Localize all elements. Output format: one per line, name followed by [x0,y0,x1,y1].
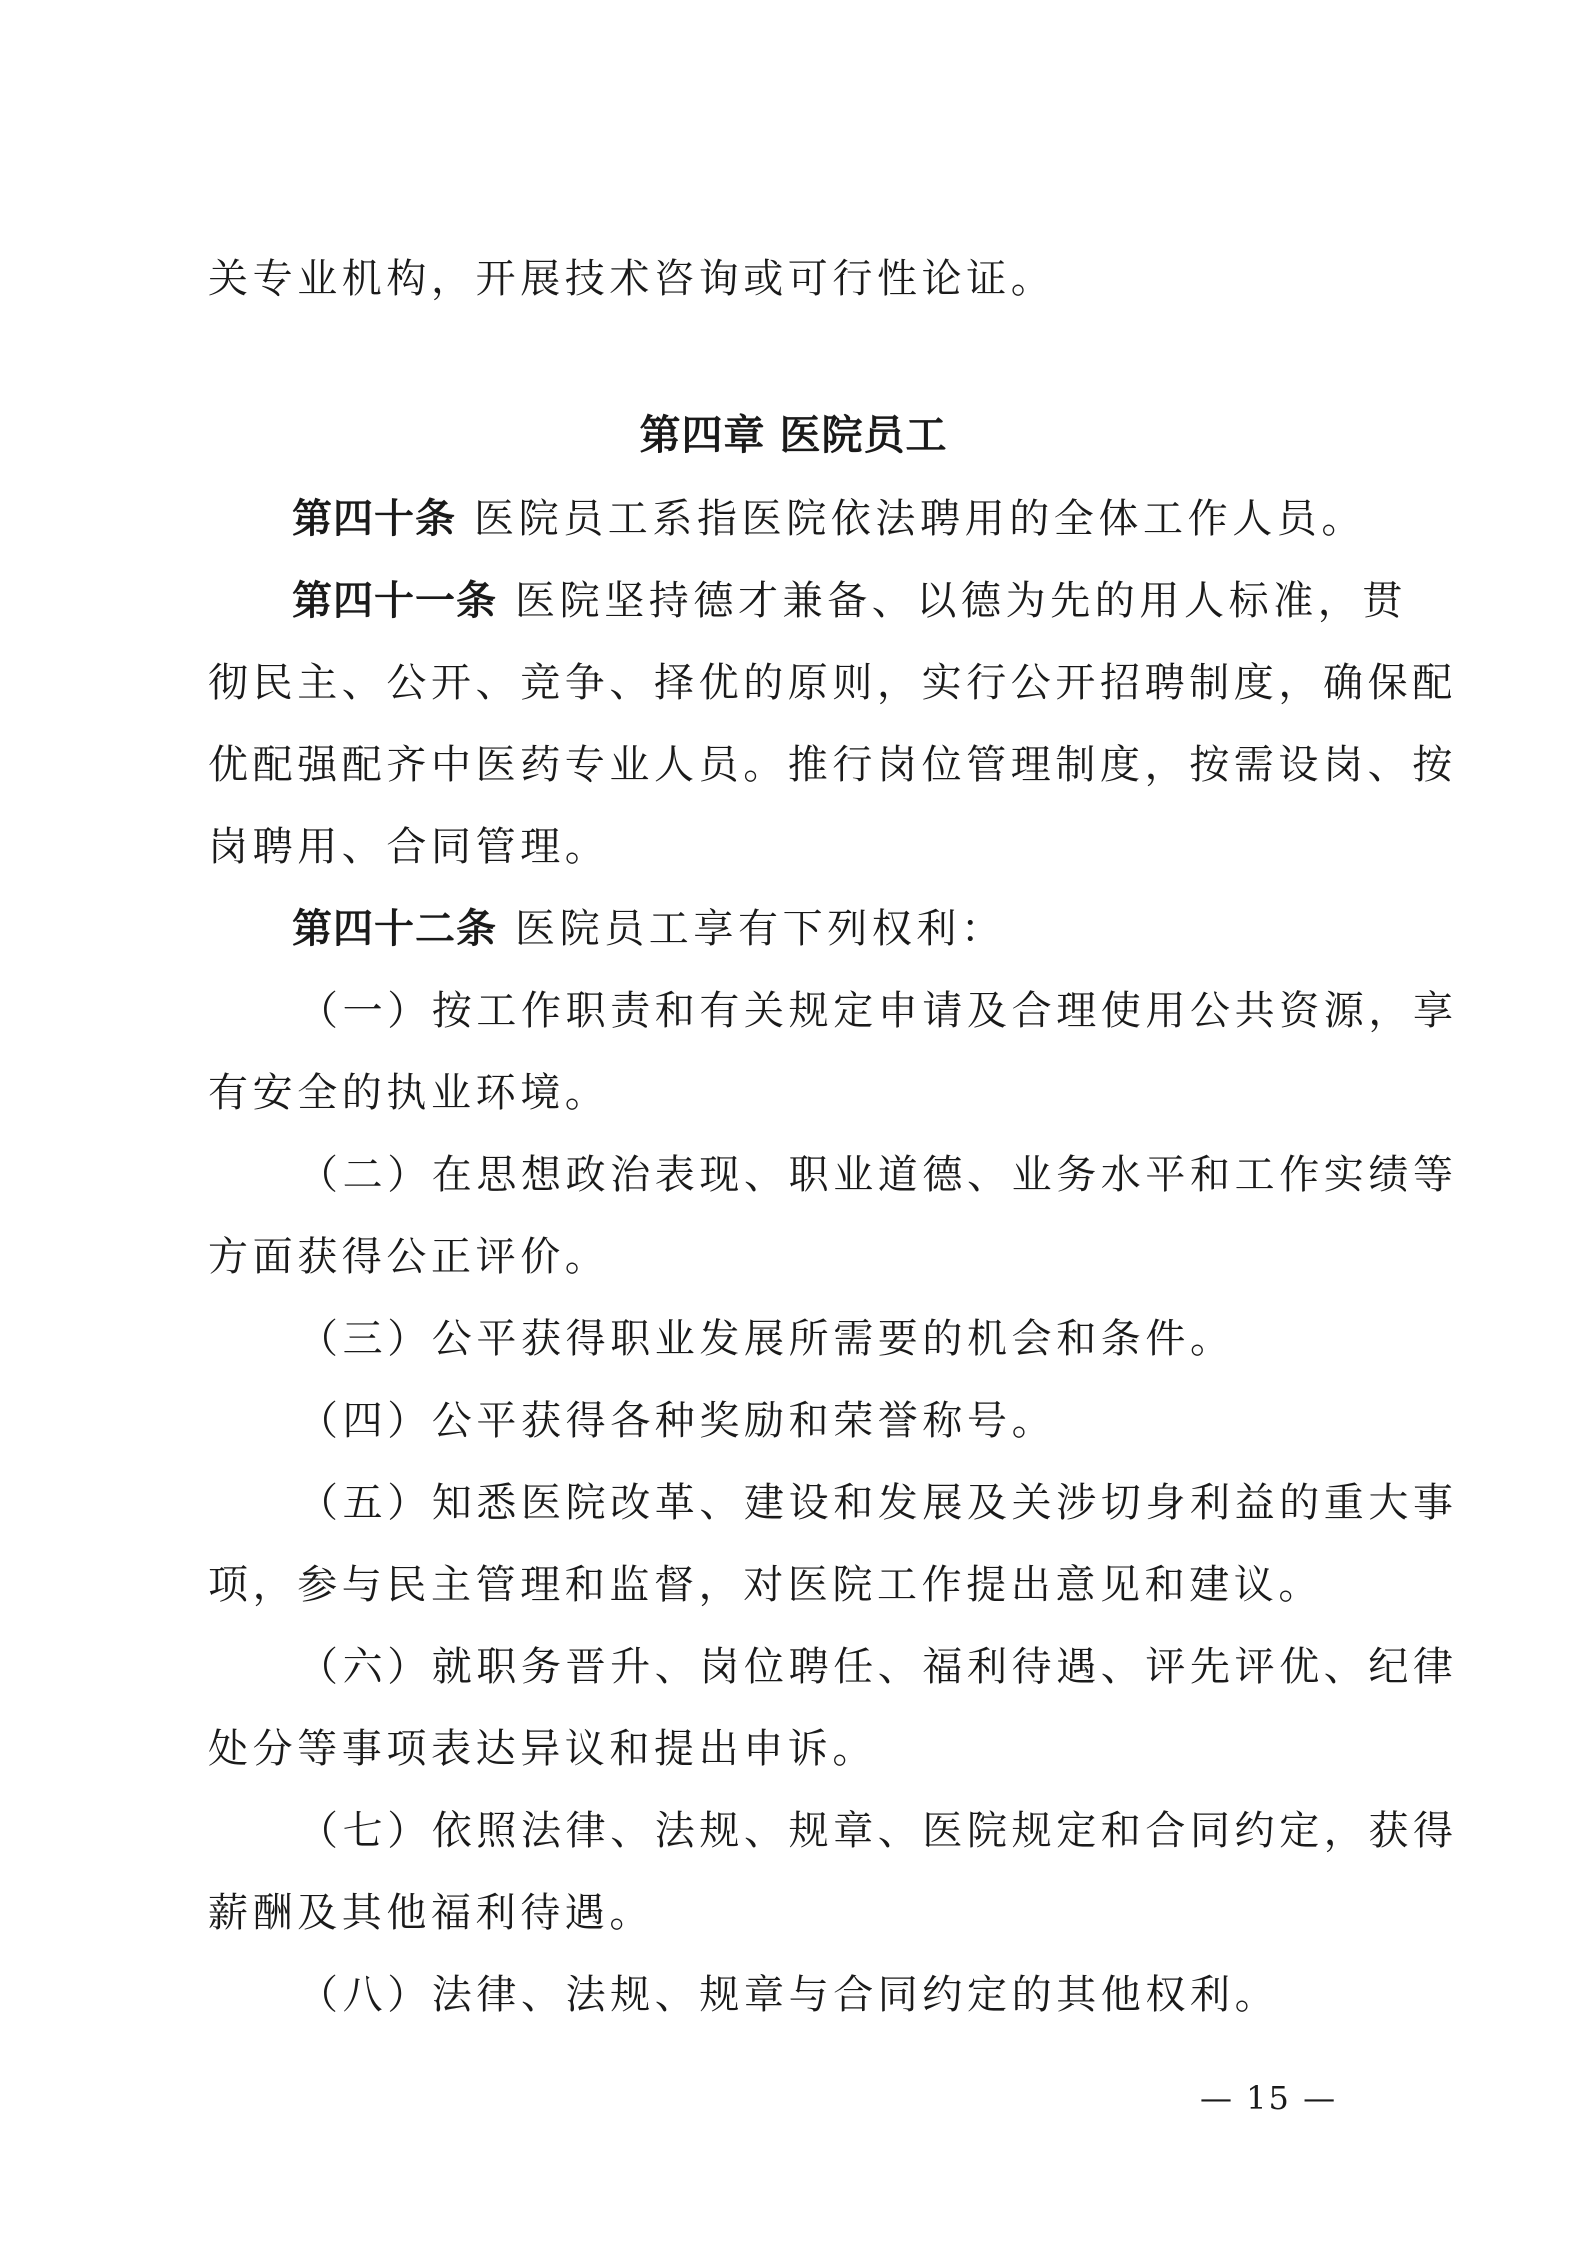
chapter-number: 第四章 [639,411,766,459]
list-item: （三）公平获得职业发展所需要的机会和条件。 [298,1316,1235,1362]
article-label: 第四十一条 [292,578,497,624]
list-item: （四）公平获得各种奖励和荣誉称号。 [298,1398,1057,1444]
paragraph-line: 薪酬及其他福利待遇。 [208,1890,654,1936]
chapter-title: 医院员工 [779,411,948,459]
article-41 [292,577,1472,625]
article-text: 医院员工系指医院依法聘用的全体工作人员。 [474,496,1366,542]
paragraph-line: 方面获得公正评价。 [208,1234,610,1280]
paragraph-line: 彻民主、公开、竞争、择优的原则，实行公开招聘制度，确保配 [208,660,1457,706]
article-40 [292,495,1472,543]
list-item: （二）在思想政治表现、职业道德、业务水平和工作实绩等 [298,1152,1458,1198]
chapter-heading [0,411,1587,459]
article-label: 第四十二条 [292,906,497,952]
page-number: — 15 — [1200,2079,1338,2117]
article-text: 医院坚持德才兼备、以德为先的用人标准，贯 [515,578,1407,624]
paragraph-line: 关专业机构，开展技术咨询或可行性论证。 [208,256,1056,302]
list-item: （七）依照法律、法规、规章、医院规定和合同约定，获得 [298,1808,1458,1854]
article-42 [292,905,1472,953]
list-item: （一）按工作职责和有关规定申请及合理使用公共资源，享 [298,988,1458,1034]
paragraph-line: 处分等事项表达异议和提出申诉。 [208,1726,877,1772]
list-item: （八）法律、法规、规章与合同约定的其他权利。 [298,1972,1280,2018]
list-item: （六）就职务晋升、岗位聘任、福利待遇、评先评优、纪律 [298,1644,1458,1690]
paragraph-line: 项，参与民主管理和监督，对医院工作提出意见和建议。 [208,1562,1323,1608]
article-text: 医院员工享有下列权利： [515,906,1006,952]
paragraph-line: 有安全的执业环境。 [208,1070,610,1116]
article-label: 第四十条 [292,496,456,542]
paragraph-line: 岗聘用、合同管理。 [208,824,610,870]
list-item: （五）知悉医院改革、建设和发展及关涉切身利益的重大事 [298,1480,1458,1526]
paragraph-line: 优配强配齐中医药专业人员。推行岗位管理制度，按需设岗、按 [208,742,1457,788]
